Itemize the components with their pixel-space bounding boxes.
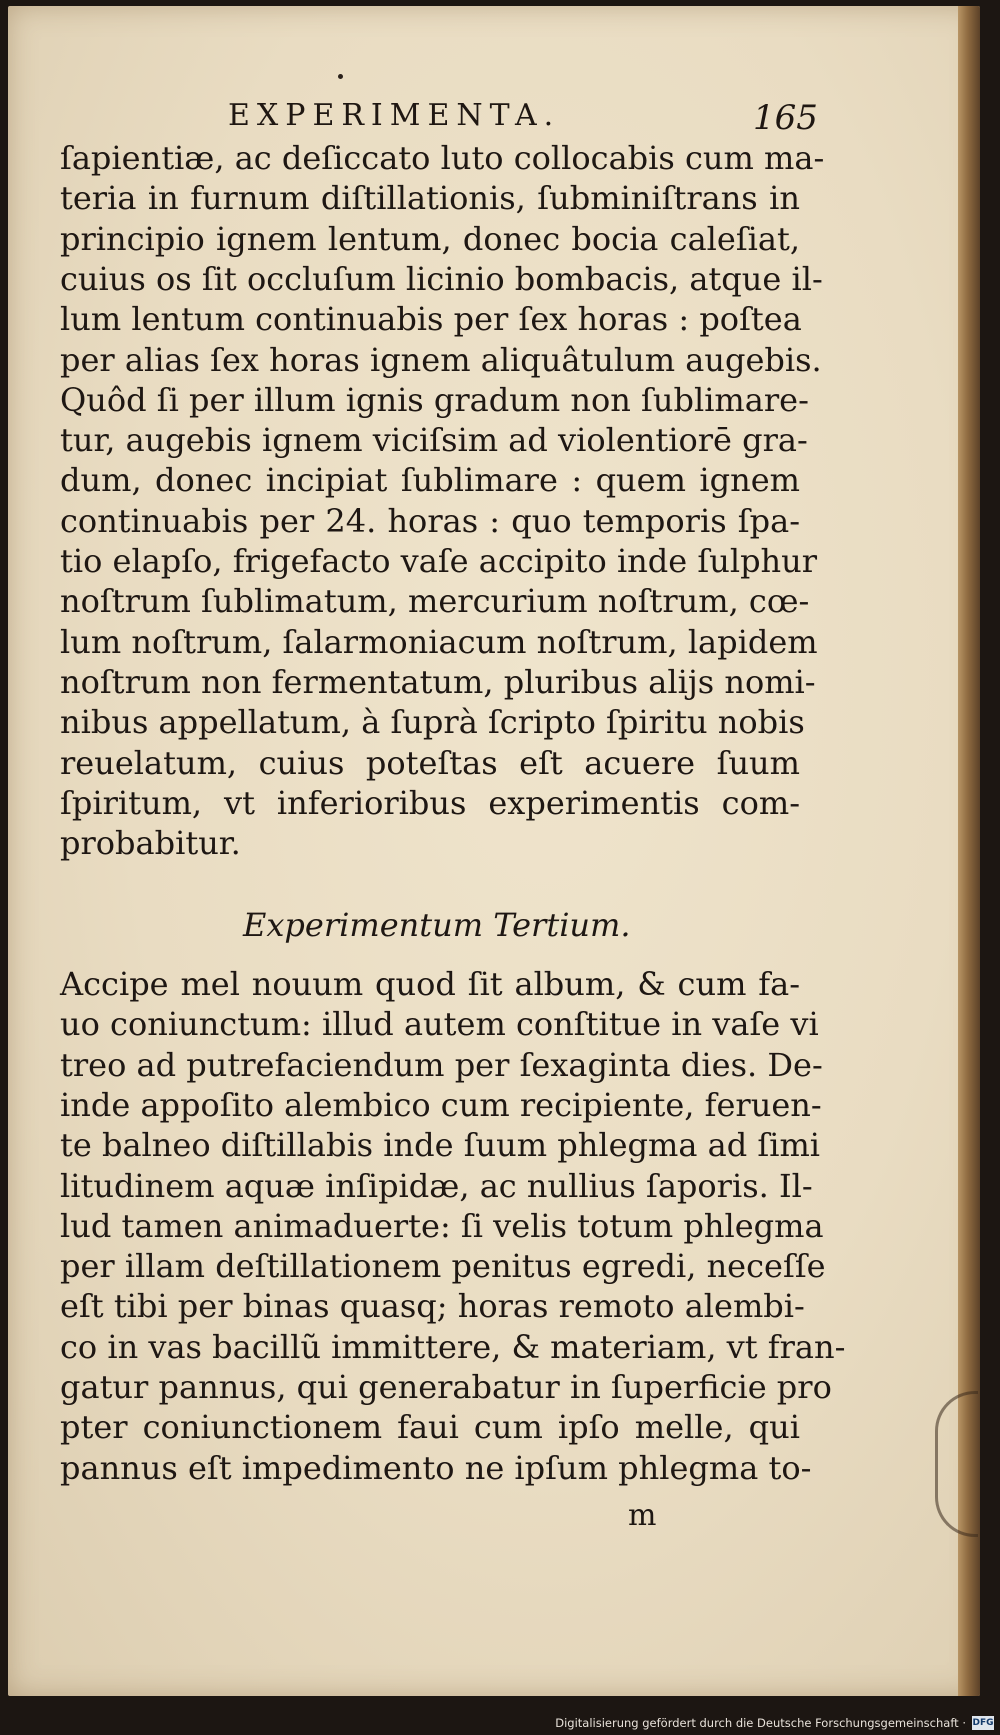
text-line: pannus eſt impedimento ne ipſum phlegma to- <box>60 1448 812 1487</box>
text-line: probabitur. <box>60 824 241 863</box>
text-line: noſtrum ſublimatum, mercurium noſtrum, cœ- <box>60 582 810 621</box>
text-line: treo ad putrefaciendum per ſexaginta dies. De- <box>60 1045 823 1084</box>
text-line: ſapientiæ, ac deſiccato luto collocabis cum ma- <box>60 139 825 177</box>
catchword: m <box>628 1498 657 1533</box>
text-line: Quôd ſi per illum ignis gradum non ſublimare- <box>60 380 809 419</box>
text-line: gatur pannus, qui generabatur in ſuperficie pro <box>60 1368 832 1406</box>
text-line: lum lentum continuabis per ſex horas : poſtea <box>60 300 802 339</box>
text-line: litudinem aquæ inſipidæ, ac nullius ſaporis. Il- <box>60 1166 813 1205</box>
footer-bar <box>0 1712 1000 1735</box>
text-line: continuabis per 24. horas : quo temporis ſpa- <box>60 501 800 540</box>
funding-credit: Digitalisierung gefördert durch die Deutsche Forschungsgemeinschaft · <box>555 1716 966 1730</box>
book-clasp-shadow <box>935 1391 978 1537</box>
text-line: per illam deſtillationem penitus egredi, neceſſe <box>60 1247 826 1286</box>
page-number: 165 <box>753 98 818 138</box>
text-line: tio elapſo, frigefacto vaſe accipito inde ſulphur <box>60 542 818 580</box>
dfg-logo: DFG <box>972 1717 994 1728</box>
text-line: tur, augebis ignem viciſsim ad violentiorē gra- <box>60 421 808 460</box>
text-line: ſpiritum, vt inferioribus experimentis com- <box>60 783 800 822</box>
text-line: uo coniunctum: illud autem conſtitue in vaſe vi <box>60 1005 819 1044</box>
text-line: principio ignem lentum, donec bocia caleſiat, <box>60 219 800 258</box>
text-line: lum noſtrum, ſalarmoniacum noſtrum, lapidem <box>60 622 818 661</box>
text-line: pter coniunctionem faui cum ipſo melle, qui <box>60 1408 800 1447</box>
text-line: nibus appellatum, à ſuprà ſcripto ſpiritu nobis <box>60 703 805 742</box>
running-head: EXPERIMENTA. <box>228 98 561 133</box>
text-line: inde appoſito alembico cum recipiente, feruen- <box>60 1085 822 1124</box>
text-line: noſtrum non fermentatum, pluribus alijs nomi- <box>60 662 816 701</box>
text-line: dum, donec incipiat ſublimare : quem ignem <box>60 461 800 500</box>
section-heading: Experimentum Tertium. <box>243 906 631 944</box>
text-line: Accipe mel nouum quod ſit album, & cum fa- <box>60 965 800 1003</box>
ink-dot <box>338 74 343 79</box>
text-line: reuelatum, cuius poteſtas eſt acuere ſuum <box>60 743 800 782</box>
text-line: te balneo diſtillabis inde ſuum phlegma ad ſimi <box>60 1126 821 1165</box>
text-line: lud tamen animaduerte: ſi velis totum phlegma <box>60 1206 824 1245</box>
text-line: teria in furnum diſtillationis, ſubminiſtrans in <box>60 179 800 218</box>
text-line: cuius os ſit occluſum licinio bombacis, atque il- <box>60 259 823 298</box>
text-line: eſt tibi per binas quasq; horas remoto alembi- <box>60 1287 805 1326</box>
scanned-page <box>8 6 980 1696</box>
text-line: per alias ſex horas ignem aliquâtulum augebis. <box>60 340 822 379</box>
text-line: co in vas bacillũ immittere, & materiam, vt fran- <box>60 1327 846 1366</box>
